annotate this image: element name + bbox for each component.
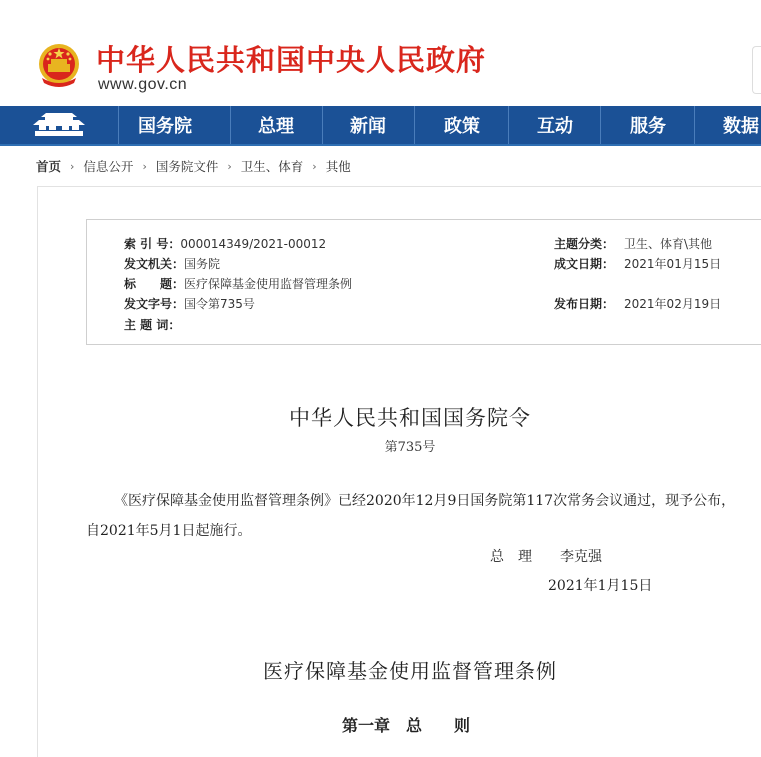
breadcrumb-info-disclosure[interactable]: 信息公开: [83, 159, 134, 174]
nav-home[interactable]: [0, 106, 118, 144]
breadcrumb-health-sports[interactable]: 卫生、体育: [240, 159, 304, 174]
title-label: 标 题：: [124, 277, 185, 291]
nav-item-news[interactable]: 新闻: [322, 106, 413, 144]
doc-number-value: 国令第735号: [184, 297, 255, 311]
published-label: 发布日期：: [554, 297, 615, 311]
breadcrumb-state-council-docs[interactable]: 国务院文件: [155, 159, 219, 174]
document-title: 中华人民共和国国务院令: [289, 406, 531, 430]
index-label: 索 引 号：: [124, 237, 181, 251]
nav-item-services[interactable]: 服务: [600, 106, 695, 144]
info-issuer: [124, 255, 220, 272]
breadcrumb: [36, 157, 351, 175]
category-label: 主题分类：: [554, 237, 615, 251]
breadcrumb-separator: ›: [70, 159, 75, 173]
document-paragraph: 《医疗保障基金使用监督管理条例》已经2020年12月9日国务院第117次常务会议通过，现予公布，自2021年5月1日起施行。: [86, 493, 736, 539]
info-keywords: [124, 316, 180, 333]
breadcrumb-separator: ›: [312, 159, 317, 173]
title-value: 医疗保障基金使用监督管理条例: [184, 277, 353, 291]
info-published: [554, 295, 721, 312]
signature: 总 理 李克强: [490, 549, 602, 565]
nav-item-policy[interactable]: 政策: [414, 106, 509, 144]
main-nav: [0, 106, 761, 146]
date-written-label: 成文日期：: [554, 257, 615, 271]
site-url[interactable]: www.gov.cn: [98, 76, 188, 93]
tiananmen-icon: [29, 111, 89, 139]
site-header: [0, 0, 761, 106]
site-title[interactable]: 中华人民共和国中央人民政府: [96, 43, 487, 77]
breadcrumb-other[interactable]: 其他: [325, 159, 351, 174]
breadcrumb-home[interactable]: 首页: [36, 159, 62, 174]
published-value: 2021年02月19日: [624, 297, 722, 311]
national-emblem-icon[interactable]: [36, 42, 82, 90]
category-value: 卫生、体育\其他: [624, 237, 713, 251]
nav-item-interaction[interactable]: 互动: [508, 106, 601, 144]
nav-item-data[interactable]: 数据: [694, 106, 761, 144]
regulation-title: 医疗保障基金使用监督管理条例: [263, 659, 557, 683]
info-title: [124, 275, 352, 292]
breadcrumb-separator: ›: [142, 159, 147, 173]
keywords-label: 主 题 词：: [124, 318, 181, 332]
info-date-written: [554, 255, 721, 272]
side-panel-tab[interactable]: [752, 46, 761, 94]
issuer-value: 国务院: [184, 257, 221, 271]
nav-item-premier[interactable]: 总理: [230, 106, 321, 144]
info-category: [554, 235, 712, 252]
info-index: [124, 235, 326, 252]
signature-date: 2021年1月15日: [548, 578, 653, 594]
date-written-value: 2021年01月15日: [624, 257, 722, 271]
info-doc-number: [124, 295, 255, 312]
doc-number-label: 发文字号：: [124, 297, 185, 311]
issuer-label: 发文机关：: [124, 257, 185, 271]
chapter-heading: 第一章 总 则: [342, 716, 471, 735]
index-value: 000014349/2021-00012: [180, 237, 327, 251]
breadcrumb-separator: ›: [227, 159, 232, 173]
document-number: 第735号: [384, 440, 436, 455]
nav-item-state-council[interactable]: 国务院: [118, 106, 211, 144]
